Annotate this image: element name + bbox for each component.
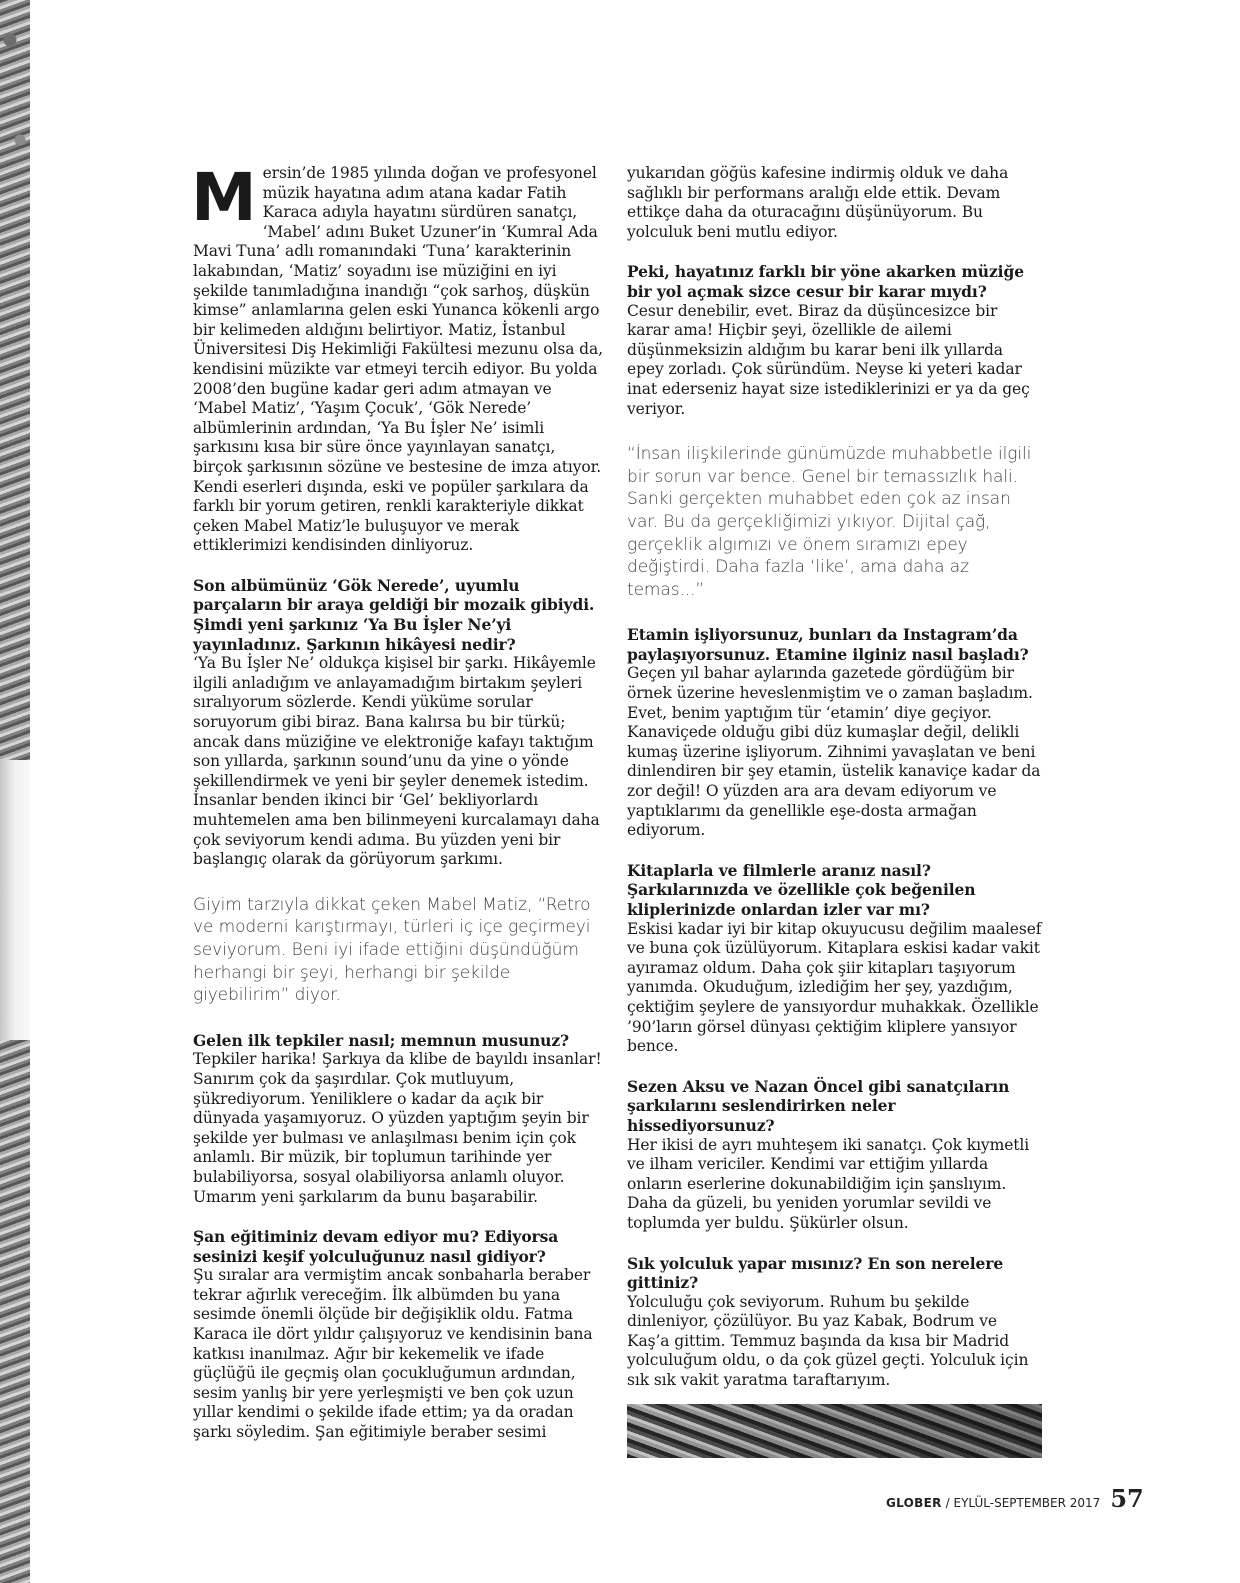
intro-paragraph xyxy=(191,159,608,556)
article-column-left xyxy=(191,159,608,1463)
question: Peki, hayatınız farklı bir yöne akarken müziğe bir yol açmak sizce cesur bir karar mıydı? xyxy=(627,262,1024,301)
qa-block xyxy=(627,1077,1042,1234)
qa-block xyxy=(627,1254,1042,1391)
qa-block xyxy=(627,861,1042,1057)
issue-date: / EYLÜL-SEPTEMBER 2017 xyxy=(945,1496,1101,1510)
dropcap: M xyxy=(191,159,257,236)
qa-block xyxy=(193,576,608,870)
question: Sık yolculuk yapar mısınız? En son nerelere gittiniz? xyxy=(627,1253,1004,1293)
question: Etamin işliyorsunuz, bunları da Instagram’da paylaşıyorsunuz. Etamine ilginiz nasıl başladı? xyxy=(627,625,1029,664)
qa-block xyxy=(627,262,1042,419)
question: Gelen ilk tepkiler nasıl; memnun musunuz? xyxy=(193,1030,570,1050)
answer: Eskisi kadar iyi bir kitap okuyucusu değilim maalesef ve buna çok üzülüyorum. Kitaplara eskisi kadar vakit ayıramaz oldum. Daha çok şiir kitapları taşıyorum yanımda. Okuduğum, izlediğim her şey, yazdığım, çektiğim şeylere de yansıyordur muhakkak. Özellikle ’90’ların görsel dünyası çektiğim kliplere yansıyor bence. xyxy=(627,919,1042,1056)
intro-text: ersin’de 1985 yılında doğan ve profesyonel müzik hayatına adım atana kadar Fatih Karaca adıyla hayatını sürdüren sanatçı, ‘Mabel’ adını Buket Uzuner’in ‘Kumral Ada Mavi Tuna’ adlı romanındaki ‘Tuna’ karakterinin lakabından, ‘Matiz’ soyadını ise müziğini en iyi şekilde tanımladığına inandığı “çok sarhoş, düşkün kimse” anlamlarına gelen eski Yunanca kökenli argo bir kelimeden aldığını belirtiyor. Matiz, İstanbul Üniversitesi Diş Hekimliği Fakültesi mezunu olsa da, kendisini müzikte var etmeyi tercih ediyor. Bu yolda 2008’den bugüne kadar geri adım atmayan ve ‘Mabel Matiz’, ‘Yaşım Çocuk’, ‘Gök Nerede’ albümlerinin ardından, ‘Ya Bu İşler Ne’ isimli şarkısını kısa bir süre önce yayınlayan sanatçı, birçok şarkısının sözüne ve bestesine de imza atıyor. Kendi eserleri dışında, eski ve popüler şarkılara da farklı bir yorum getiren, renkli karakteriyle dikkat çeken Mabel Matiz’le buluşuyor ve merak ettiklerimizi kendisinden dinliyoruz. xyxy=(193,164,603,555)
pull-quote: “İnsan ilişkilerinde günümüzde muhabbetle ilgili bir sorun var bence. Genel bir temassızlık hali. Sanki gerçekten muhabbet eden çok az insan var. Bu da gerçekliğimizi yıkıyor. Dijital çağ, gerçeklik algımızı ve önem sıramızı epey değiştirdi. Daha fazla ‘like’, ama daha az temas...” xyxy=(627,444,1032,600)
question: Şan eğitiminiz devam ediyor mu? Ediyorsa sesinizi keşif yolculuğunuz nasıl gidiyor? xyxy=(193,1227,559,1266)
page-number: 57 xyxy=(1110,1484,1144,1513)
question: Sezen Aksu ve Nazan Öncel gibi sanatçıların şarkılarını seslendirirken neler hissediyorsunuz? xyxy=(627,1076,1010,1135)
decorative-photo xyxy=(627,1404,1042,1458)
article-column-right xyxy=(627,164,1042,1411)
answer: ‘Ya Bu İşler Ne’ oldukça kişisel bir şarkı. Hikâyemle ilgili anladığım ve anlayamadığım birtakım şeyleri sıralıyorum sözlerde. Kendi yüküme sorular soruyorum gibi biraz. Bana kalırsa bu bir türkü; ancak dans müziğine ve elektroniğe kafayı taktığım son yıllarda, şarkının sound’unu da yine o yönde şekillendirmek ve yeni bir şeyler denemek istedim. İnsanlar benden ikinci bir ‘Gel’ bekliyorlardı muhtemelen ama ben bilinmeyeni kurcalamayı daha çok seviyorum kendi adıma. Bu yüzden yeni bir başlangıç olarak da görüyorum şarkımı. xyxy=(193,654,600,869)
qa-block xyxy=(627,625,1042,841)
page-footer xyxy=(886,1484,1146,1513)
answer-continued: yukarıdan göğüs kafesine indirmiş olduk ve daha sağlıklı bir performans aralığı elde ettik. Devam ettikçe daha da oturacağını düşünüyorum. Bu yolculuk beni mutlu ediyor. xyxy=(627,164,1009,241)
answer: Geçen yıl bahar aylarında gazetede gördüğüm bir örnek üzerine heveslenmiştim ve o zaman başladım. Evet, benim yaptığım tür ‘etamin’ diye geçiyor. Kanaviçede olduğu gibi düz kumaşlar değil, delikli kumaş üzerine işliyorum. Zihnimi yavaşlatan ve beni dinlendiren bir şey etamin, üstelik kanaviçe kadar da zor değil! O yüzden ara ara devam ediyorum ve yaptıklarımı da genellikle eşe-dosta armağan ediyorum. xyxy=(627,664,1041,840)
answer: Her ikisi de ayrı muhteşem iki sanatçı. Çok kıymetli ve ilham vericiler. Kendimi var ettiğim yıllarda onların eserlerine dokunabildiğim için şanslıyım. Daha da güzeli, bu yeniden yorumlar sevildi ve toplumda yer buldu. Şükürler olsun. xyxy=(627,1135,1030,1232)
magazine-brand: GLOBER xyxy=(886,1496,942,1510)
question: Son albümünüz ‘Gök Nerede’, uyumlu parçaların bir araya geldiği bir mozaik gibiydi. Şimdi yeni şarkınız ‘Ya Bu İşler Ne’yi yayınladınız. Şarkının hikâyesi nedir? xyxy=(193,575,595,654)
qa-block xyxy=(193,1031,608,1207)
side-photo-strip xyxy=(0,0,30,1583)
question: Kitaplarla ve filmlerle aranız nasıl? Şarkılarınızda ve özellikle çok beğenilen kliplerinizde onlardan izler var mı? xyxy=(627,860,976,919)
answer: Şu sıralar ara vermiştim ancak sonbaharla beraber tekrar ağırlık vereceğim. İlk albümden bu yana sesimde önemli ölçüde bir değişiklik oldu. Fatma Karaca ile dört yıldır çalışıyoruz ve kendisinin bana katkısı inanılmaz. Ağır bir kekemelik ve ifade güçlüğü ile geçmiş olan çocukluğumun ardından, sesim yanlış bir yere yerleşmişti ve ben çok uzun yıllar kendimi o şekilde ifade ettim; ya da oradan şarkı söyledim. Şan eğitimiyle beraber sesimi xyxy=(193,1266,593,1442)
answer: Tepkiler harika! Şarkıya da klibe de bayıldı insanlar! Sanırım çok da şaşırdılar. Çok mutluyum, şükrediyorum. Yeniliklere o kadar da açık bir dünyada yaşamıyoruz. O yüzden yaptığım şeyin bir şekilde yer bulması ve anlaşılması benim için çok anlamlı. Bir müzik, bir toplumun tarihinde yer bulabiliyorsa, sosyal olabiliyorsa anlamlı oluyor. Umarım yeni şarkılarım da bunu başarabilir. xyxy=(193,1050,602,1206)
qa-block xyxy=(193,1227,608,1443)
answer: Cesur denebilir, evet. Biraz da düşüncesizce bir karar ama! Hiçbir şeyi, özellikle de ailemi düşünmeksizin aldığım bu karar beni ilk yıllarda epey zorladı. Çok süründüm. Neyse ki yeteri kadar inat ederseniz hayat size istediklerinizi er ya da geç veriyor. xyxy=(627,301,1030,418)
pull-quote: Giyim tarzıyla dikkat çeken Mabel Matiz, “Retro ve moderni karıştırmayı, türleri iç içe geçirmeyi seviyorum. Beni iyi ifade ettiğini düşündüğüm herhangi bir şeyi, herhangi bir şekilde giyebilirim” diyor. xyxy=(193,894,591,1006)
answer: Yolculuğu çok seviyorum. Ruhum bu şekilde dinleniyor, çözülüyor. Bu yaz Kabak, Bodrum ve Kaş’a gittim. Temmuz başında da kısa bir Madrid yolculuğum oldu, o da çok güzel geçti. Yolculuk için sık sık vakit yaratma taraftarıyım. xyxy=(627,1292,1029,1390)
